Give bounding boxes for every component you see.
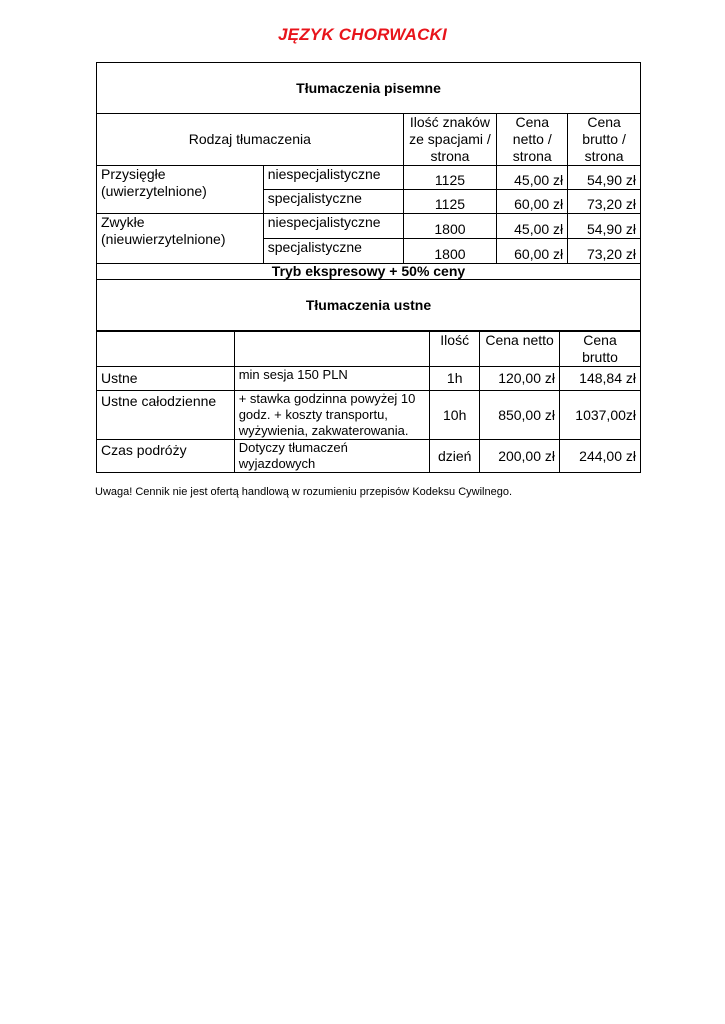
oral-row-net: 120,00 zł xyxy=(480,367,560,391)
oral-header-net: Cena netto xyxy=(480,332,560,367)
oral-translation-table xyxy=(96,331,641,473)
disclaimer-note: Uwaga! Cennik nie jest ofertą handlową w rozumieniu przepisów Kodeksu Cywilnego. xyxy=(95,486,512,498)
written-translation-table xyxy=(96,62,641,331)
subtype: specjalistyczne xyxy=(263,239,403,264)
net-price-cell: 45,00 zł xyxy=(497,166,568,190)
oral-section-title: Tłumaczenia ustne xyxy=(97,280,641,331)
subtype: niespecjalistyczne xyxy=(263,166,403,190)
oral-row-desc: Dotyczy tłumaczeń wyjazdowych xyxy=(234,440,430,473)
express-mode-note: Tryb ekspresowy + 50% ceny xyxy=(97,264,641,280)
subtype: specjalistyczne xyxy=(263,190,403,214)
header-net: Cena netto / strona xyxy=(497,114,568,166)
chars-cell: 1125 xyxy=(403,190,497,214)
header-type: Rodzaj tłumaczenia xyxy=(97,114,404,166)
chars-cell: 1800 xyxy=(403,214,497,239)
group-name: Zwykłe (nieuwierzytelnione) xyxy=(97,214,264,264)
oral-row-name: Ustne xyxy=(97,367,235,391)
oral-row-desc: + stawka godzinna powyżej 10 godz. + koszty transportu, wyżywienia, zakwaterowania. xyxy=(234,391,430,440)
gross-price-cell: 73,20 zł xyxy=(568,239,641,264)
gross-price-cell: 54,90 zł xyxy=(568,214,641,239)
oral-row-qty: 1h xyxy=(430,367,480,391)
oral-row-name: Ustne całodzienne xyxy=(97,391,235,440)
oral-row-gross: 148,84 zł xyxy=(560,367,641,391)
oral-row-gross: 244,00 zł xyxy=(560,440,641,473)
oral-row-net: 200,00 zł xyxy=(480,440,560,473)
oral-row-name: Czas podróży xyxy=(97,440,235,473)
net-price-cell: 60,00 zł xyxy=(497,239,568,264)
net-price-cell: 45,00 zł xyxy=(497,214,568,239)
oral-row-qty: dzień xyxy=(430,440,480,473)
oral-row-desc: min sesja 150 PLN xyxy=(234,367,430,391)
oral-header-gross: Cena brutto xyxy=(560,332,641,367)
subtype: niespecjalistyczne xyxy=(263,214,403,239)
chars-cell: 1800 xyxy=(403,239,497,264)
net-price-cell: 60,00 zł xyxy=(497,190,568,214)
gross-price-cell: 73,20 zł xyxy=(568,190,641,214)
gross-price-cell: 54,90 zł xyxy=(568,166,641,190)
oral-row-qty: 10h xyxy=(430,391,480,440)
oral-row-gross: 1037,00zł xyxy=(560,391,641,440)
page-title: JĘZYK CHORWACKI xyxy=(278,25,447,44)
header-gross: Cena brutto / strona xyxy=(568,114,641,166)
oral-header-name xyxy=(97,332,235,367)
group-name: Przysięgłe (uwierzytelnione) xyxy=(97,166,264,214)
chars-cell: 1125 xyxy=(403,166,497,190)
oral-header-qty: Ilość xyxy=(430,332,480,367)
header-chars: Ilość znaków ze spacjami / strona xyxy=(403,114,497,166)
oral-header-desc xyxy=(234,332,430,367)
written-section-title: Tłumaczenia pisemne xyxy=(97,63,641,114)
oral-row-net: 850,00 zł xyxy=(480,391,560,440)
